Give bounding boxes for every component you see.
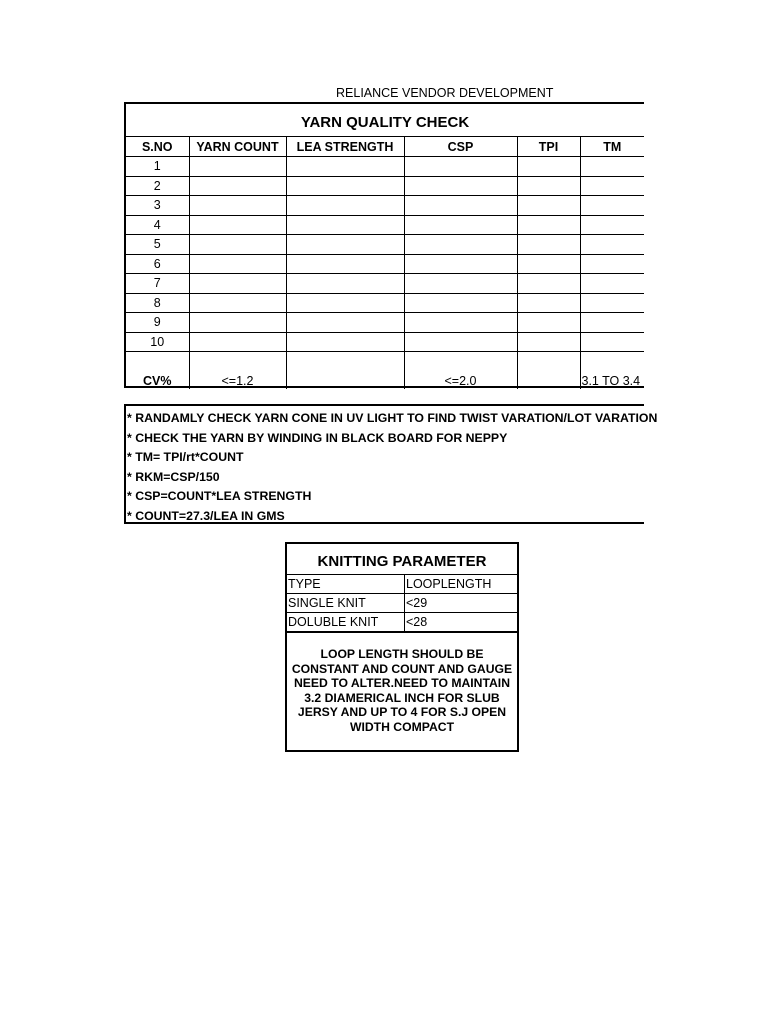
lea-strength-cell [286, 235, 404, 255]
table-row [126, 313, 644, 333]
yarn-count-cell [189, 176, 286, 196]
note-line: * CSP=COUNT*LEA STRENGTH [127, 489, 312, 504]
tm-cell [580, 157, 644, 177]
yarn-count-cell [189, 235, 286, 255]
note-line: * RKM=CSP/150 [127, 469, 220, 484]
cv-csp: <=2.0 [404, 352, 517, 390]
table-row [126, 293, 644, 313]
lea-strength-cell [286, 215, 404, 235]
note-line: * RANDAMLY CHECK YARN CONE IN UV LIGHT TO FIND TWIST VARATION/LOT VARATION [127, 411, 658, 425]
table-row [287, 594, 517, 613]
yarn-quality-check-table [124, 102, 644, 388]
tm-cell [580, 196, 644, 216]
yarn-header-row [126, 137, 644, 157]
cv-tm: 3.1 TO 3.4 [580, 352, 644, 390]
tpi-cell [517, 254, 580, 274]
row-number: 4 [126, 215, 189, 235]
table-row [126, 235, 644, 255]
cv-label: CV% [126, 352, 189, 390]
yarn-count-cell [189, 274, 286, 294]
tpi-cell [517, 293, 580, 313]
col-header-tpi: TPI [517, 137, 580, 157]
row-number: 10 [126, 332, 189, 352]
note-line: * CHECK THE YARN BY WINDING IN BLACK BOARD FOR NEPPY [127, 430, 508, 445]
table-row [126, 196, 644, 216]
tm-cell [580, 293, 644, 313]
yarn-count-cell [189, 196, 286, 216]
looplength-header: LOOPLENGTH [405, 575, 518, 594]
note-line: * COUNT=27.3/LEA IN GMS [127, 508, 285, 523]
lea-strength-cell [286, 196, 404, 216]
csp-cell [404, 176, 517, 196]
lea-strength-cell [286, 293, 404, 313]
knit-value-cell: <29 [405, 594, 518, 613]
csp-cell [404, 293, 517, 313]
yarn-count-cell [189, 332, 286, 352]
lea-strength-cell [286, 332, 404, 352]
notes-box [124, 404, 658, 524]
csp-cell [404, 274, 517, 294]
tpi-cell [517, 235, 580, 255]
tm-cell [580, 254, 644, 274]
tpi-cell [517, 176, 580, 196]
csp-cell [404, 332, 517, 352]
yarn-count-cell [189, 254, 286, 274]
yarn-count-cell [189, 157, 286, 177]
row-number: 9 [126, 313, 189, 333]
knit-type-cell: SINGLE KNIT [287, 594, 405, 613]
row-number: 1 [126, 157, 189, 177]
row-number: 5 [126, 235, 189, 255]
lea-strength-cell [286, 274, 404, 294]
csp-cell [404, 235, 517, 255]
tm-cell [580, 176, 644, 196]
knit-value-cell: <28 [405, 613, 518, 633]
table-row [126, 157, 644, 177]
cv-lea-strength [286, 352, 404, 390]
tpi-cell [517, 274, 580, 294]
tpi-cell [517, 215, 580, 235]
col-header-yarn-count: YARN COUNT [189, 137, 286, 157]
tm-cell [580, 215, 644, 235]
tm-cell [580, 332, 644, 352]
table-row [126, 176, 644, 196]
cv-row [126, 352, 644, 390]
knitting-parameter-box [285, 542, 519, 752]
lea-strength-cell [286, 313, 404, 333]
knitting-title: KNITTING PARAMETER [317, 553, 487, 570]
cv-yarn-count: <=1.2 [189, 352, 286, 390]
yarn-count-cell [189, 293, 286, 313]
row-number: 2 [126, 176, 189, 196]
row-number: 3 [126, 196, 189, 216]
lea-strength-cell [286, 254, 404, 274]
table-row [126, 274, 644, 294]
cv-tpi [517, 352, 580, 390]
knitting-header-row [287, 575, 517, 594]
yarn-count-cell [189, 215, 286, 235]
knit-type-cell: DOLUBLE KNIT [287, 613, 405, 633]
tm-cell [580, 274, 644, 294]
csp-cell [404, 157, 517, 177]
organization-header: RELIANCE VENDOR DEVELOPMENT [336, 86, 554, 100]
row-number: 7 [126, 274, 189, 294]
col-header-csp: CSP [404, 137, 517, 157]
tpi-cell [517, 332, 580, 352]
csp-cell [404, 313, 517, 333]
yarn-count-cell [189, 313, 286, 333]
tpi-cell [517, 313, 580, 333]
tpi-cell [517, 157, 580, 177]
knitting-grid [287, 574, 517, 633]
table-row [126, 215, 644, 235]
type-header: TYPE [287, 575, 405, 594]
col-header-lea-strength: LEA STRENGTH [286, 137, 404, 157]
csp-cell [404, 215, 517, 235]
knitting-note: LOOP LENGTH SHOULD BE CONSTANT AND COUNT AND GAUGE NEED TO ALTER.NEED TO MAINTAIN 3.2 DIAMERICAL INCH FOR SLUB JERSY AND UP TO 4 FOR S.J OPEN WIDTH COMPACT [291, 647, 513, 734]
row-number: 8 [126, 293, 189, 313]
yarn-table-title: YARN QUALITY CHECK [300, 114, 470, 131]
table-row [126, 254, 644, 274]
tpi-cell [517, 196, 580, 216]
table-row [126, 332, 644, 352]
tm-cell [580, 313, 644, 333]
col-header-sno: S.NO [126, 137, 189, 157]
csp-cell [404, 254, 517, 274]
tm-cell [580, 235, 644, 255]
lea-strength-cell [286, 157, 404, 177]
table-row [287, 613, 517, 633]
note-line: * TM= TPI/rt*COUNT [127, 450, 244, 465]
yarn-grid [126, 136, 644, 389]
csp-cell [404, 196, 517, 216]
row-number: 6 [126, 254, 189, 274]
lea-strength-cell [286, 176, 404, 196]
col-header-tm: TM [580, 137, 644, 157]
